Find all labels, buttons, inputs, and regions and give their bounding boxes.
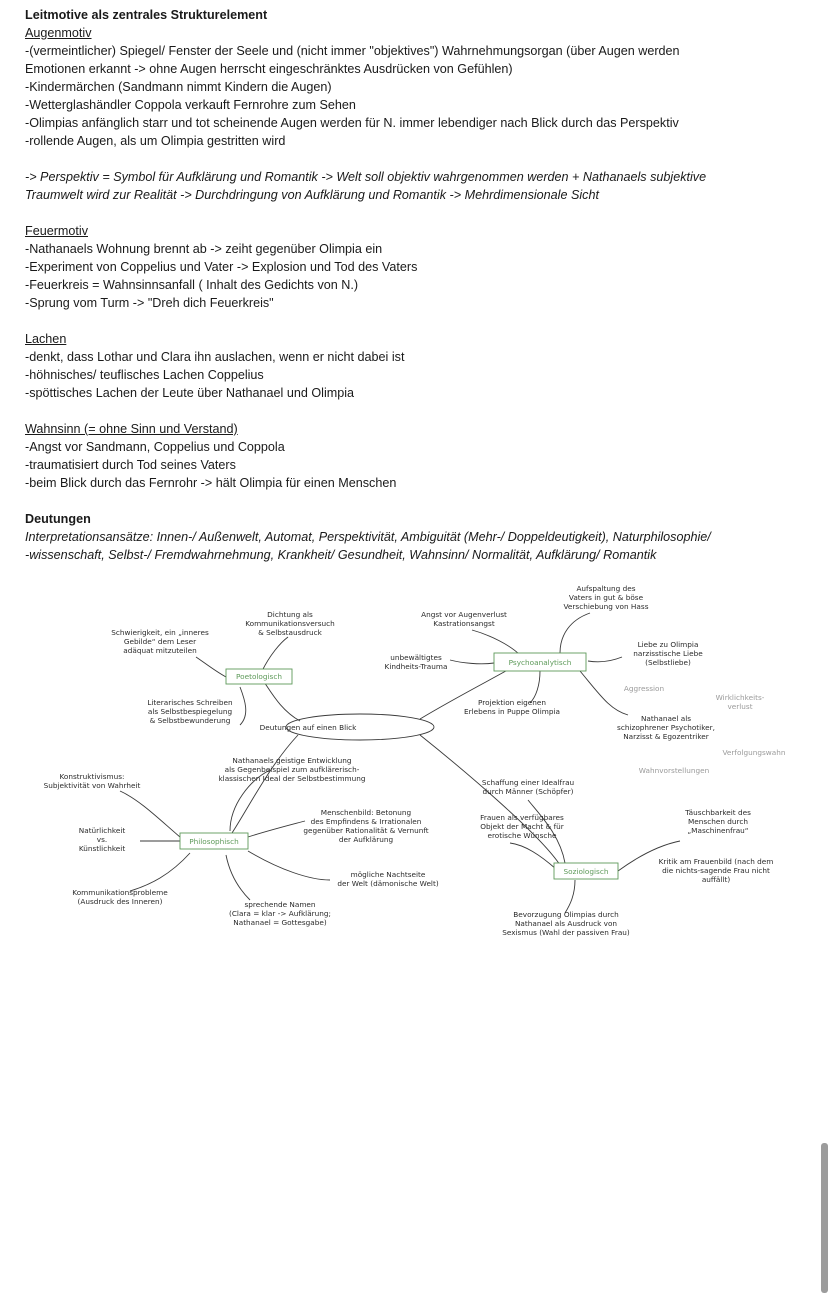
mindmap-link <box>240 687 246 725</box>
text-line: -Sprung vom Turm -> "Dreh dich Feuerkreis" <box>25 296 274 310</box>
note: (Selbstliebe) <box>645 658 691 667</box>
mindmap-link <box>472 630 520 655</box>
note: (Ausdruck des Inneren) <box>77 897 163 906</box>
mindmap-link <box>232 735 298 833</box>
grey-note: Wirklichkeits- <box>715 693 765 702</box>
note: & Selbstbewunderung <box>149 716 231 725</box>
mindmap-link <box>262 637 288 671</box>
note: Sexismus (Wahl der passiven Frau) <box>502 928 630 937</box>
mindmap <box>0 575 828 955</box>
note: Konstruktivismus: <box>59 772 125 781</box>
note: Kommunikationsversuch <box>245 619 335 628</box>
note: Nathanael = Gottesgabe) <box>233 918 327 927</box>
note: Aufspaltung des <box>576 584 636 593</box>
note: unbewältigtes <box>390 653 442 662</box>
note: Projektion eigenen <box>478 698 546 707</box>
note: Narzisst & Egozentriker <box>623 732 709 741</box>
note: Subjektivität von Wahrheit <box>43 781 141 790</box>
scrollbar[interactable] <box>821 1143 828 1293</box>
note: als Selbstbespiegelung <box>147 707 233 716</box>
mindmap-link <box>560 613 590 653</box>
node-philosophisch: Philosophisch <box>189 837 239 846</box>
text-line: -rollende Augen, als um Olimpia gestritten wird <box>25 134 286 148</box>
note: Künstlichkeit <box>78 844 126 853</box>
note: Menschen durch <box>687 817 749 826</box>
text-line: -höhnisches/ teuflisches Lachen Coppelius <box>25 368 264 382</box>
section-heading-deutungen: Deutungen <box>25 512 91 526</box>
note: Schaffung einer Idealfrau <box>481 778 575 787</box>
note: Liebe zu Olimpia <box>637 640 699 649</box>
text-line: -(vermeintlicher) Spiegel/ Fenster der Seele und (nicht immer "objektives") Wahrnehmungsorgan (über Augen werden <box>25 44 680 58</box>
section-heading-lachen: Lachen <box>25 332 67 346</box>
grey-note: Verfolgungswahn <box>722 748 786 757</box>
text-line: Emotionen erkannt -> ohne Augen herrscht eingeschränktes Ausdrücken von Gefühlen) <box>25 62 513 76</box>
note: adäquat mitzuteilen <box>123 646 197 655</box>
text-line: -Angst vor Sandmann, Coppelius und Coppola <box>25 440 285 454</box>
mindmap-link <box>248 851 330 880</box>
node-sozialogisch: Soziologisch <box>563 867 609 876</box>
note: sprechende Namen <box>244 900 316 909</box>
note: Frauen als verfügbares <box>480 813 564 822</box>
note: Vaters in gut & böse <box>568 593 644 602</box>
note: Menschenbild: Betonung <box>320 808 412 817</box>
document-body <box>25 6 815 564</box>
italic-line: Traumwelt wird zur Realität -> Durchdringung von Aufklärung und Romantik -> Mehrdimensionale Sicht <box>25 188 599 202</box>
mindmap-link <box>510 843 556 869</box>
mindmap-link <box>420 735 560 865</box>
mindmap-link <box>580 671 628 715</box>
note: „Maschinenfrau“ <box>687 826 749 835</box>
mindmap-link <box>248 821 305 837</box>
note: Natürlichkeit <box>78 826 126 835</box>
mindmap-link <box>120 791 180 837</box>
text-line: -denkt, dass Lothar und Clara ihn auslachen, wenn er nicht dabei ist <box>25 350 405 364</box>
italic-line: -wissenschaft, Selbst-/ Fremdwahrnehmung, Krankheit/ Gesundheit, Wahnsinn/ Normalität, Aufklärung/ Romantik <box>25 548 657 562</box>
note: der Aufklärung <box>338 835 394 844</box>
grey-note: verlust <box>727 702 753 711</box>
note: Schwierigkeit, ein „inneres <box>111 628 209 637</box>
mindmap-link <box>450 660 494 664</box>
text-line: -Feuerkreis = Wahnsinnsanfall ( Inhalt des Gedichts von N.) <box>25 278 359 292</box>
note: Angst vor Augenverlust <box>421 610 507 619</box>
italic-line: -> Perspektiv = Symbol für Aufklärung und Romantik -> Welt soll objektiv wahrgenommen werden + Nathanaels subjektive <box>25 170 707 184</box>
note: Nathanael als Ausdruck von <box>514 919 618 928</box>
text-line: -spöttisches Lachen der Leute über Nathanael und Olimpia <box>25 386 355 400</box>
note: narzisstische Liebe <box>633 649 703 658</box>
grey-note: Aggression <box>623 684 665 693</box>
text-line: -Experiment von Coppelius und Vater -> Explosion und Tod des Vaters <box>25 260 418 274</box>
note: schizophrener Psychotiker, <box>617 723 715 732</box>
page-title: Leitmotive als zentrales Strukturelement <box>25 8 268 22</box>
note: gegenüber Rationalität & Vernunft <box>303 826 429 835</box>
note: mögliche Nachtseite <box>350 870 426 879</box>
note: vs. <box>96 835 108 844</box>
note: (Clara = klar -> Aufklärung; <box>228 909 332 918</box>
note: Kastrationsangst <box>433 619 495 628</box>
text-line: -Olimpias anfänglich starr und tot scheinende Augen werden für N. immer lebendiger nach Blick durch das Perspektiv <box>25 116 679 130</box>
note: & Selbstausdruck <box>258 628 322 637</box>
italic-line: Interpretationsansätze: Innen-/ Außenwelt, Automat, Perspektivität, Ambiguität (Mehr-/ Doppeldeutigkeit), Naturphilosophie/ <box>25 530 711 544</box>
section-heading-augen: Augenmotiv <box>25 26 92 40</box>
mindmap-center-label: Deutungen auf einen Blick <box>259 723 357 732</box>
note: Bevorzugung Olimpias durch <box>513 910 619 919</box>
text-line: -Nathanaels Wohnung brennt ab -> zeiht gegenüber Olimpia ein <box>25 242 383 256</box>
note: Objekt der Macht & für <box>480 822 564 831</box>
text-line: -Kindermärchen (Sandmann nimmt Kindern die Augen) <box>25 80 332 94</box>
note: auffällt) <box>701 875 731 884</box>
note: Erlebens in Puppe Olimpia <box>464 707 560 716</box>
text-line: -traumatisiert durch Tod seines Vaters <box>25 458 236 472</box>
section-heading-wahnsinn: Wahnsinn (= ohne Sinn und Verstand) <box>25 422 238 436</box>
note: Dichtung als <box>267 610 313 619</box>
mindmap-link <box>565 880 575 913</box>
text-line: -beim Blick durch das Fernrohr -> hält Olimpia für einen Menschen <box>25 476 397 490</box>
note: durch Männer (Schöpfer) <box>482 787 574 796</box>
note: Nathanaels geistige Entwicklung <box>232 756 352 765</box>
mindmap-link <box>130 853 190 891</box>
text-line: -Wetterglashändler Coppola verkauft Fernrohre zum Sehen <box>25 98 356 112</box>
mindmap-link <box>588 657 622 662</box>
note: klassischen Ideal der Selbstbestimmung <box>218 774 366 783</box>
note: der Welt (dämonische Welt) <box>337 879 439 888</box>
note: Verschiebung von Hass <box>563 602 649 611</box>
note: als Gegenbeispiel zum aufklärerisch- <box>224 765 360 774</box>
note: des Empfindens & Irrationalen <box>310 817 422 826</box>
note: Nathanael als <box>640 714 692 723</box>
note: Kindheits-Trauma <box>384 662 448 671</box>
note: Gebilde“ dem Leser <box>123 637 197 646</box>
mindmap-link <box>196 657 226 677</box>
grey-note: Wahnvorstellungen <box>638 766 710 775</box>
note: erotische Wünsche <box>487 831 557 840</box>
mindmap-link <box>226 855 250 900</box>
mindmap-link <box>262 679 300 721</box>
section-heading-feuer: Feuermotiv <box>25 224 88 238</box>
note: Kritik am Frauenbild (nach dem <box>658 857 774 866</box>
note: Täuschbarkeit des <box>685 808 751 817</box>
note: die nichts-sagende Frau nicht <box>662 866 770 875</box>
note: Kommunikationsprobleme <box>72 888 168 897</box>
node-poetologisch: Poetologisch <box>235 672 283 681</box>
node-psychoanalytisch: Psychoanalytisch <box>508 658 572 667</box>
note: Literarisches Schreiben <box>147 698 233 707</box>
